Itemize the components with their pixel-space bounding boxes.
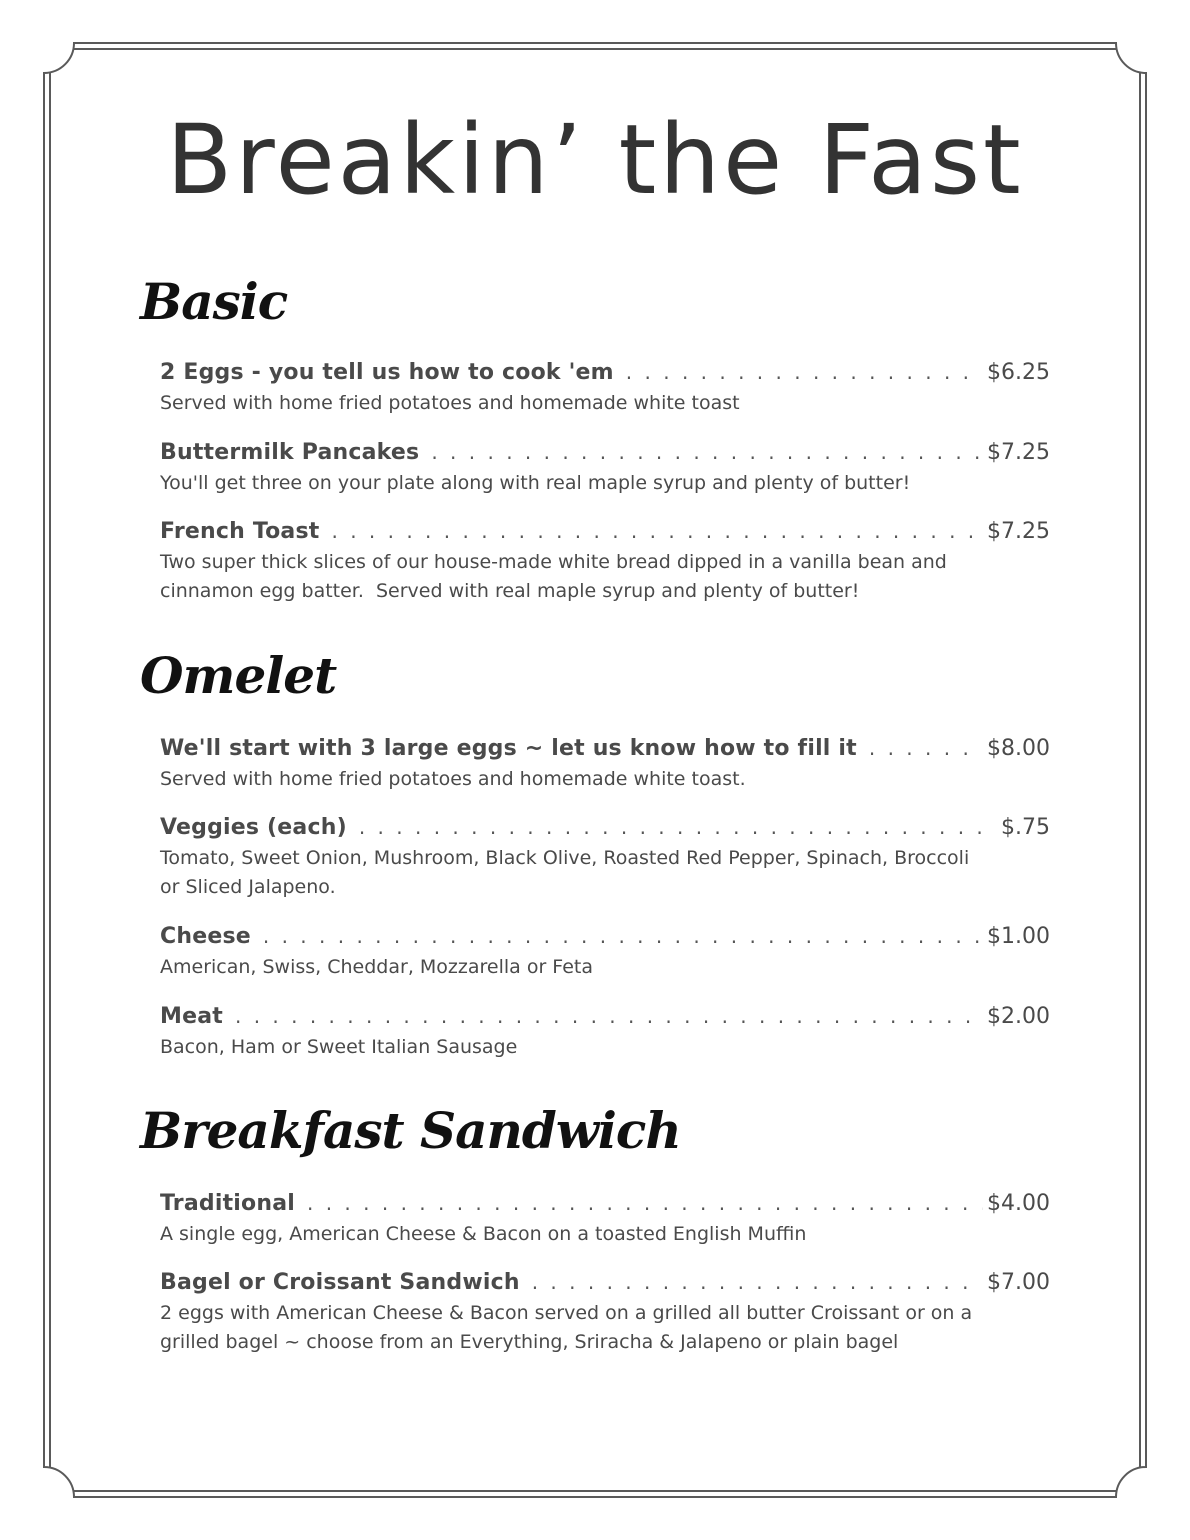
- dot-leader: [263, 921, 983, 951]
- item-description: A single egg, American Cheese & Bacon on a toasted English Muffin: [160, 1223, 807, 1245]
- item-name: 2 Eggs - you tell us how to cook 'em: [160, 360, 614, 385]
- menu-item: [160, 812, 1050, 902]
- dot-leader: [359, 812, 997, 842]
- item-description: Tomato, Sweet Onion, Mushroom, Black Olive, Roasted Red Pepper, Spinach, Broccoli or Sliced Jalapeno.: [160, 847, 970, 898]
- item-description: American, Swiss, Cheddar, Mozzarella or Feta: [160, 956, 593, 978]
- item-description: Bacon, Ham or Sweet Italian Sausage: [160, 1036, 518, 1058]
- menu-item: [160, 357, 1050, 418]
- dot-leader: [626, 357, 983, 387]
- menu-item: [160, 921, 1050, 982]
- item-description: Two super thick slices of our house-made white bread dipped in a vanilla bean and cinnamon egg batter. Served with real maple syrup and plenty of butter!: [160, 551, 947, 602]
- item-name: Buttermilk Pancakes: [160, 440, 420, 465]
- dot-leader: [331, 516, 983, 546]
- menu-item: [160, 1188, 1050, 1249]
- section-heading-basic: Basic: [140, 272, 288, 331]
- item-name: Meat: [160, 1004, 223, 1029]
- item-description: Served with home fried potatoes and homemade white toast: [160, 392, 740, 414]
- item-price: $7.25: [987, 440, 1050, 465]
- item-name: French Toast: [160, 519, 320, 544]
- item-name: We'll start with 3 large eggs ~ let us know how to fill it: [160, 736, 857, 761]
- dot-leader: [532, 1267, 983, 1297]
- item-price: $.75: [1001, 815, 1050, 840]
- section-heading-omelet: Omelet: [140, 646, 337, 705]
- item-price: $1.00: [987, 924, 1050, 949]
- item-description: 2 eggs with American Cheese & Bacon served on a grilled all butter Croissant or on a grilled bagel ~ choose from an Everything, Sriracha & Jalapeno or plain bagel: [160, 1302, 973, 1353]
- dot-leader: [431, 437, 983, 467]
- menu-item: [160, 516, 1050, 606]
- menu-item: [160, 1267, 1050, 1357]
- item-price: $6.25: [987, 360, 1050, 385]
- menu-item: [160, 1001, 1050, 1062]
- item-price: $8.00: [987, 736, 1050, 761]
- item-price: $7.25: [987, 519, 1050, 544]
- dot-leader: [869, 733, 983, 763]
- menu-item: [160, 733, 1050, 794]
- item-price: $4.00: [987, 1191, 1050, 1216]
- menu-title: Breakin’ the Fast: [166, 104, 1024, 216]
- item-name: Cheese: [160, 924, 251, 949]
- item-description: You'll get three on your plate along with real maple syrup and plenty of butter!: [160, 472, 911, 494]
- item-description: Served with home fried potatoes and homemade white toast.: [160, 768, 746, 790]
- dot-leader: [235, 1001, 983, 1031]
- menu-item: [160, 437, 1050, 498]
- item-price: $2.00: [987, 1004, 1050, 1029]
- item-name: Bagel or Croissant Sandwich: [160, 1270, 520, 1295]
- dot-leader: [307, 1188, 983, 1218]
- item-name: Traditional: [160, 1191, 295, 1216]
- item-name: Veggies (each): [160, 815, 347, 840]
- section-heading-breakfast-sandwich: Breakfast Sandwich: [140, 1101, 681, 1160]
- item-price: $7.00: [987, 1270, 1050, 1295]
